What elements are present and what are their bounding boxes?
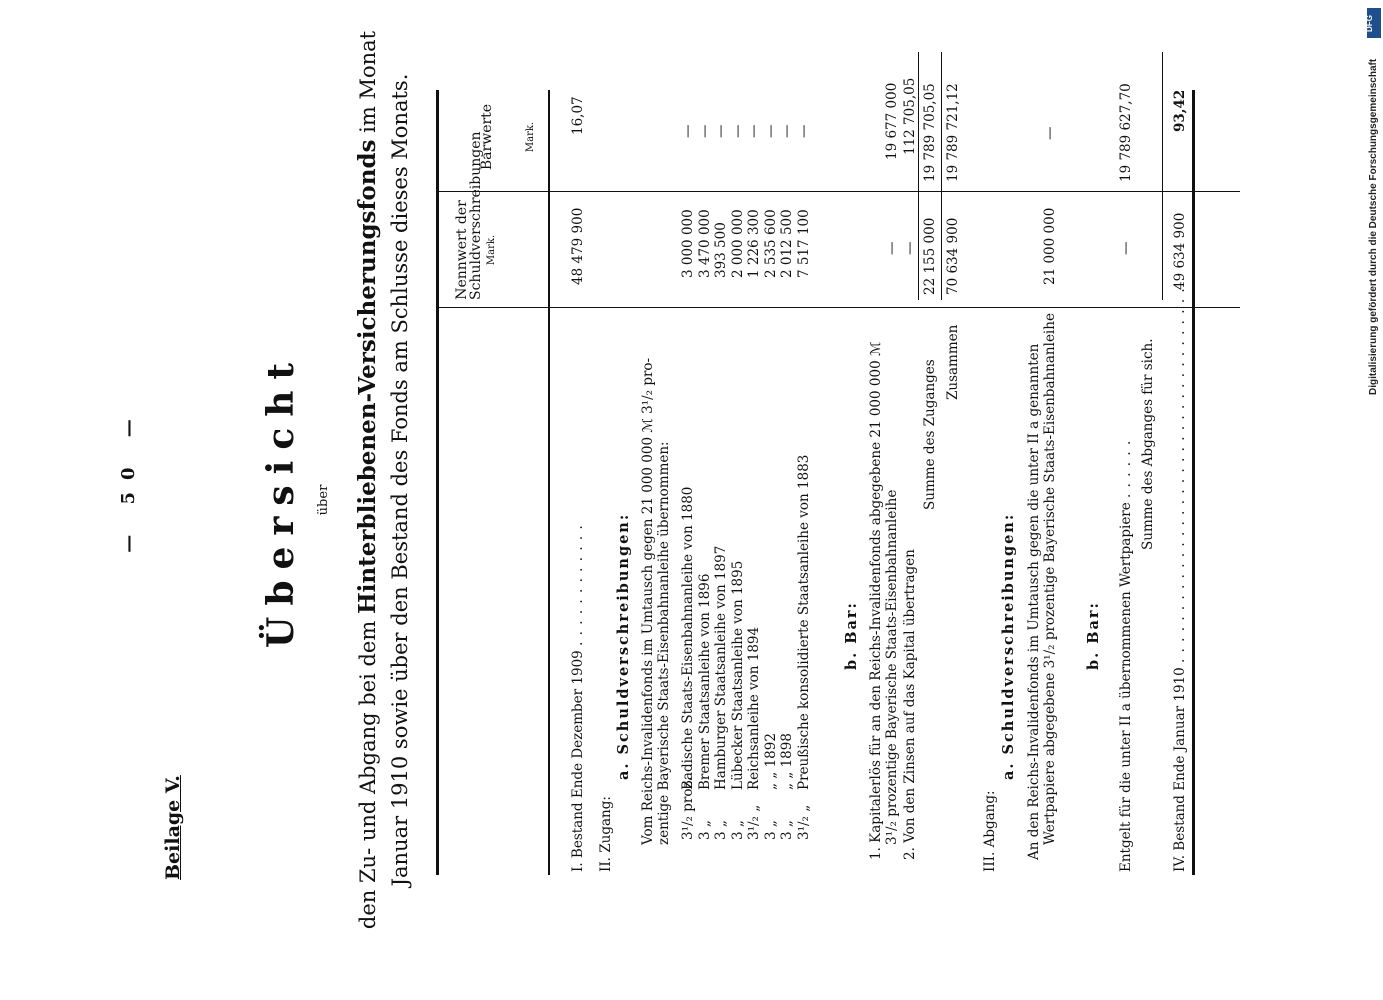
item-bar: — (795, 124, 812, 138)
item-description: Lübecker Staatsanleihe von 1895 (729, 560, 746, 790)
item-description: Hamburger Staatsanleihe von 1897 (713, 545, 729, 790)
header-barwerte-text: Barwerte (479, 103, 495, 171)
header-barwerte (480, 92, 538, 182)
column-divider-2 (436, 191, 1240, 192)
row-bestand-ende-nennwert: 49 634 900 (1172, 212, 1188, 290)
row-bestand-ende-label (1172, 287, 1188, 872)
bar-item-2-label: 2. Von den Zinsen auf das Kapital übertragen (902, 549, 918, 860)
header-nennwert-unit: Mark. (486, 234, 497, 266)
item-rate: 3 „ (762, 820, 779, 840)
leader-dots: . . . . . . . . . . . . (570, 524, 586, 646)
bar-item-1-line-1: 1. Kapitalerlös für an den Reichs-Invalidenfonds abgegebene 21 000 000 ℳ (868, 341, 884, 860)
item-nennwert: 3 470 000 (696, 209, 713, 278)
entgelt-label (1118, 440, 1134, 872)
summe-zugang-nennwert: 22 155 000 (922, 217, 938, 295)
abgang-a-nennwert: 21 000 000 (1042, 207, 1058, 285)
column-divider-1 (436, 307, 1240, 308)
bar-item-2-nennwert: — (902, 241, 918, 255)
item-bar: — (680, 124, 696, 138)
item-rate: 3¹/₂ „ (795, 804, 812, 840)
item-nennwert: 1 226 300 (746, 209, 762, 278)
abgang-a-line-1: An den Reichs-Invalidenfonds im Umtausch gegen die unter II a genannten (1026, 343, 1042, 860)
summe-abgang-label: Summe des Abganges für sich. (1140, 338, 1156, 550)
item-bar: — (696, 124, 713, 138)
bar-item-1-line-2: 3¹/₂ prozentige Bayerische Staats-Eisenbahnanleihe (884, 489, 900, 845)
section-zugang: II. Zugang: (598, 796, 614, 872)
page-title: Übersicht (260, 351, 302, 649)
header-barwerte-unit: Mark. (525, 121, 536, 153)
zusammen-nennwert: 70 634 900 (945, 217, 961, 295)
abgang-b-heading: b. Bar: (1085, 601, 1102, 670)
item-description: Preußische konsolidierte Staatsanleihe von 1883 (795, 454, 812, 790)
entgelt-bar: 19 789 627,70 (1118, 83, 1134, 182)
section-abgang: III. Abgang: (982, 790, 998, 872)
item-bar: — (746, 124, 762, 138)
zugang-a-heading: a. Schuldverschreibungen: (615, 512, 632, 780)
item-nennwert: 2 535 600 (762, 209, 779, 278)
item-description: Reichsanleihe von 1894 (746, 626, 762, 790)
abgang-a-heading: a. Schuldverschreibungen: (1000, 512, 1017, 780)
subtitle-post: im Monat (356, 30, 380, 140)
item-bar: — (779, 124, 795, 138)
row-bestand-anfang-text: I. Bestand Ende Dezember 1909 (570, 650, 586, 872)
footer-credit: Digitalisierung gefördert durch die Deutsche Forschungsgemeinschaft (1368, 58, 1379, 395)
entgelt-text: Entgelt für die unter II a übernommenen Wertpapiere (1118, 502, 1134, 872)
zusammen-label: Zusammen (945, 324, 961, 400)
item-nennwert: 2 012 500 (779, 209, 795, 278)
item-nennwert: 3 000 000 (680, 209, 696, 278)
item-nennwert: 7 517 100 (795, 209, 812, 278)
page-number: — 50 — (118, 407, 139, 553)
bestand-ende-rule (1162, 52, 1163, 300)
item-nennwert: 393 500 (713, 222, 729, 278)
table-bottom-rule (1192, 90, 1195, 875)
abgang-a-line-2: Wertpapiere abgegebene 3¹/₂ prozentige Bayerische Staats-Eisenbahnanleihe (1042, 313, 1058, 845)
item-bar: — (713, 124, 729, 138)
bar-item-1-bar: 19 677 000 (884, 82, 900, 160)
table-top-rule (436, 90, 439, 875)
subtitle-line-2: Januar 1910 sowie über den Bestand des Fonds am Schlusse dieses Monats. (388, 73, 412, 887)
item-description: „ „ 1898 (779, 733, 795, 790)
summe-zugang-label: Summe des Zuganges (922, 359, 938, 510)
dfg-badge-text: DFG (1364, 15, 1374, 32)
item-rate: 3 „ (729, 820, 746, 840)
item-nennwert: 2 000 000 (729, 209, 746, 278)
bar-item-2-bar: 112 705,05 (902, 77, 918, 155)
zugang-a-intro-2: zentige Bayerische Staats-Eisenbahnanleihe übernommen: (656, 441, 672, 845)
item-rate: 3 „ (779, 820, 795, 840)
row-bestand-anfang-nennwert: 48 479 900 (570, 207, 586, 285)
table-header-rule (548, 90, 550, 875)
beilage-label: Beilage V. (162, 775, 184, 880)
item-rate: 3¹/₂ „ (746, 804, 762, 840)
item-rate: 3 „ (696, 820, 713, 840)
zugang-b-heading: b. Bar: (843, 601, 860, 670)
abgang-a-bar: — (1042, 126, 1058, 140)
dfg-badge (1364, 8, 1381, 38)
entgelt-nennwert: — (1118, 241, 1134, 255)
item-rate: 3¹/₂ proz. (680, 777, 696, 840)
header-nennwert-text: Nennwert der Schuldverschreibungen (454, 131, 484, 300)
row-bestand-anfang-label (570, 524, 586, 872)
summe-zugang-rule (918, 52, 919, 300)
row-bestand-ende-bar: 93,42 (1172, 89, 1188, 132)
zusammen-bar: 19 789 721,12 (945, 83, 961, 182)
zusammen-rule (941, 52, 942, 300)
title-connector: über (316, 484, 331, 516)
leader-dots: . . . . . . (1118, 439, 1134, 498)
item-rate: 3 „ (713, 820, 729, 840)
item-description: Badische Staats-Eisenbahnanleihe von 1880 (680, 486, 696, 790)
row-bestand-ende-text: IV. Bestand Ende Januar 1910 (1172, 667, 1188, 872)
subtitle-fund-name: Hinterbliebenen-Versicherungsfonds (354, 139, 381, 615)
bar-item-1-nennwert: — (884, 241, 900, 255)
subtitle-line-1 (354, 0, 381, 960)
zugang-a-intro-1: Vom Reichs-Invalidenfonds im Umtausch gegen 21 000 000 ℳ 3¹/₂ pro- (640, 357, 656, 845)
item-bar: — (762, 124, 779, 138)
row-bestand-anfang-bar: 16,07 (570, 96, 586, 135)
item-description: Bremer Staatsanleihe von 1896 (696, 573, 713, 790)
item-description: „ „ 1892 (762, 733, 779, 790)
item-bar: — (729, 124, 746, 138)
leader-dots: . . . . . . . . . . . . . . . . . . . . . . . . . . . . . . . . . . . . (1172, 287, 1188, 663)
summe-zugang-bar: 19 789 705,05 (922, 83, 938, 182)
subtitle-pre: den Zu- und Abgang bei dem (356, 614, 380, 930)
